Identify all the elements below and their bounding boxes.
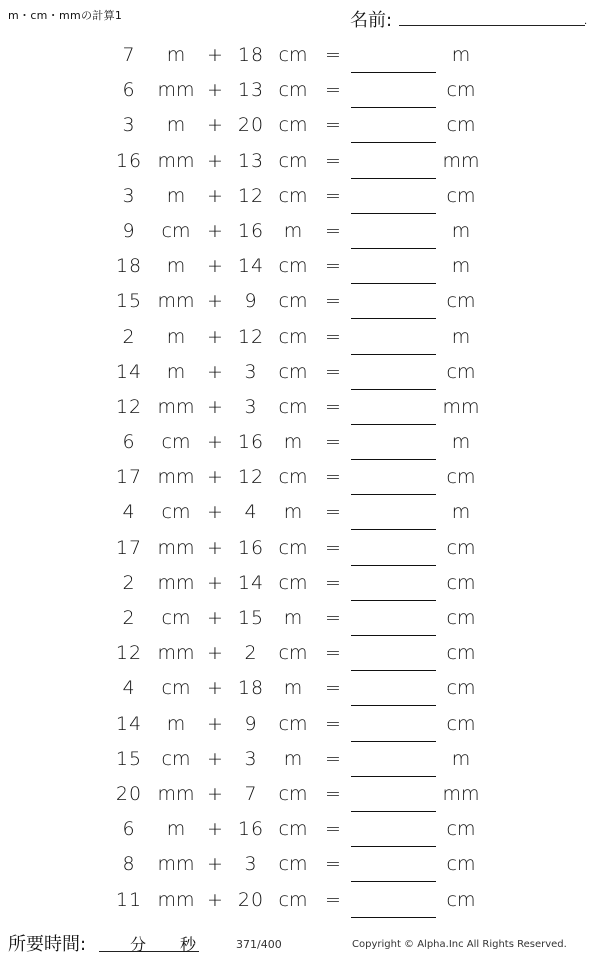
- first-number: 20: [115, 782, 143, 805]
- result-unit: mm: [442, 395, 480, 418]
- answer-blank[interactable]: [351, 846, 436, 847]
- plus-sign: +: [207, 571, 223, 594]
- first-unit: m: [166, 360, 186, 383]
- answer-blank[interactable]: [351, 494, 436, 495]
- result-unit: cm: [446, 712, 476, 735]
- result-unit: cm: [446, 360, 476, 383]
- answer-blank[interactable]: [351, 776, 436, 777]
- second-number: 4: [244, 501, 258, 524]
- problem-row: [0, 602, 600, 637]
- second-number: 15: [237, 607, 265, 629]
- second-number: 7: [244, 782, 258, 805]
- result-unit: m: [451, 219, 471, 242]
- first-unit: mm: [157, 536, 195, 559]
- problem-row: [0, 461, 600, 496]
- second-unit: cm: [278, 255, 308, 278]
- second-unit: cm: [278, 536, 308, 559]
- second-number: 20: [237, 888, 265, 911]
- first-unit: mm: [157, 149, 195, 172]
- equals-sign: =: [325, 853, 341, 876]
- result-unit: cm: [446, 888, 476, 911]
- first-number: 16: [115, 149, 143, 172]
- problem-row: [0, 250, 600, 285]
- result-unit: cm: [446, 79, 476, 102]
- seconds-label: 秒: [180, 935, 197, 954]
- name-input-line[interactable]: [399, 25, 585, 26]
- equals-sign: =: [325, 325, 341, 348]
- second-unit: m: [283, 219, 303, 242]
- problem-row: [0, 637, 600, 672]
- equals-sign: =: [325, 712, 341, 735]
- answer-blank[interactable]: [351, 213, 436, 214]
- problem-row: [0, 672, 600, 707]
- equals-sign: =: [325, 818, 341, 841]
- first-unit: cm: [161, 431, 191, 454]
- plus-sign: +: [207, 360, 223, 383]
- plus-sign: +: [207, 747, 223, 770]
- result-unit: cm: [446, 677, 476, 700]
- page-number: 371/400: [236, 938, 282, 951]
- first-unit: mm: [157, 79, 195, 102]
- second-number: 16: [237, 431, 265, 454]
- answer-blank[interactable]: [351, 248, 436, 249]
- plus-sign: +: [207, 782, 223, 805]
- second-number: 2: [244, 642, 258, 665]
- result-unit: m: [451, 431, 471, 454]
- answer-blank[interactable]: [351, 459, 436, 460]
- first-unit: cm: [161, 747, 191, 770]
- first-unit: mm: [157, 782, 195, 805]
- first-unit: cm: [161, 501, 191, 524]
- first-unit: mm: [157, 853, 195, 876]
- first-number: 14: [115, 712, 143, 735]
- equals-sign: =: [325, 360, 341, 383]
- plus-sign: +: [207, 79, 223, 102]
- first-unit: mm: [157, 290, 195, 313]
- second-unit: m: [283, 501, 303, 524]
- worksheet-title: m・cm・mmの計算1: [8, 9, 123, 22]
- equals-sign: =: [325, 501, 341, 524]
- plus-sign: +: [207, 536, 223, 559]
- equals-sign: =: [325, 79, 341, 102]
- first-unit: m: [166, 712, 186, 735]
- equals-sign: =: [325, 642, 341, 665]
- plus-sign: +: [207, 888, 223, 911]
- second-unit: cm: [278, 888, 308, 911]
- answer-blank[interactable]: [351, 354, 436, 355]
- equals-sign: =: [325, 747, 341, 770]
- answer-blank[interactable]: [351, 424, 436, 425]
- equals-sign: =: [325, 571, 341, 594]
- equals-sign: =: [325, 677, 341, 700]
- answer-blank[interactable]: [351, 705, 436, 706]
- second-unit: m: [283, 747, 303, 770]
- second-unit: m: [283, 677, 303, 700]
- first-number: 17: [115, 466, 143, 489]
- plus-sign: +: [207, 255, 223, 278]
- result-unit: mm: [442, 149, 480, 172]
- second-unit: cm: [278, 44, 308, 66]
- answer-blank[interactable]: [351, 178, 436, 179]
- second-unit: cm: [278, 466, 308, 489]
- minutes-label: 分: [130, 935, 147, 954]
- name-line-dot: .: [584, 16, 588, 27]
- plus-sign: +: [207, 395, 223, 418]
- first-number: 14: [115, 360, 143, 383]
- second-number: 13: [237, 79, 265, 102]
- second-unit: cm: [278, 79, 308, 102]
- first-unit: cm: [161, 607, 191, 629]
- second-unit: cm: [278, 571, 308, 594]
- second-number: 14: [237, 255, 265, 278]
- first-number: 7: [122, 44, 136, 66]
- second-number: 3: [244, 853, 258, 876]
- second-number: 16: [237, 536, 265, 559]
- problem-row: [0, 356, 600, 391]
- result-unit: cm: [446, 466, 476, 489]
- first-unit: cm: [161, 677, 191, 700]
- problem-row: [0, 813, 600, 848]
- first-number: 3: [122, 184, 136, 207]
- second-unit: m: [283, 431, 303, 454]
- first-unit: cm: [161, 219, 191, 242]
- first-number: 11: [115, 888, 143, 911]
- second-number: 12: [237, 325, 265, 348]
- time-taken-label: 所要時間:: [8, 934, 87, 955]
- problem-row: [0, 39, 600, 74]
- plus-sign: +: [207, 818, 223, 841]
- first-unit: m: [166, 184, 186, 207]
- problem-row: [0, 848, 600, 883]
- answer-blank[interactable]: [351, 529, 436, 530]
- equals-sign: =: [325, 290, 341, 313]
- problem-row: [0, 708, 600, 743]
- equals-sign: =: [325, 149, 341, 172]
- first-unit: m: [166, 325, 186, 348]
- second-unit: cm: [278, 149, 308, 172]
- second-number: 3: [244, 360, 258, 383]
- second-number: 20: [237, 114, 265, 137]
- first-number: 9: [122, 219, 136, 242]
- answer-blank[interactable]: [351, 389, 436, 390]
- result-unit: cm: [446, 607, 476, 629]
- first-number: 6: [122, 818, 136, 841]
- result-unit: cm: [446, 114, 476, 137]
- plus-sign: +: [207, 466, 223, 489]
- equals-sign: =: [325, 44, 341, 66]
- result-unit: cm: [446, 853, 476, 876]
- first-number: 2: [122, 607, 136, 629]
- second-unit: m: [283, 607, 303, 629]
- result-unit: m: [451, 501, 471, 524]
- first-number: 12: [115, 642, 143, 665]
- answer-blank[interactable]: [351, 600, 436, 601]
- second-number: 9: [244, 712, 258, 735]
- plus-sign: +: [207, 607, 223, 629]
- equals-sign: =: [325, 255, 341, 278]
- result-unit: cm: [446, 818, 476, 841]
- problem-row: [0, 145, 600, 180]
- plus-sign: +: [207, 677, 223, 700]
- result-unit: m: [451, 325, 471, 348]
- plus-sign: +: [207, 853, 223, 876]
- problem-row: [0, 215, 600, 250]
- answer-blank[interactable]: [351, 635, 436, 636]
- problem-row: [0, 884, 600, 919]
- equals-sign: =: [325, 536, 341, 559]
- second-number: 3: [244, 395, 258, 418]
- equals-sign: =: [325, 395, 341, 418]
- first-number: 2: [122, 325, 136, 348]
- second-unit: cm: [278, 184, 308, 207]
- name-label: 名前:: [350, 10, 393, 31]
- plus-sign: +: [207, 114, 223, 137]
- copyright-notice: Copyright © Alpha.Inc All Rights Reserved.: [352, 939, 567, 950]
- answer-blank[interactable]: [351, 107, 436, 108]
- answer-blank[interactable]: [351, 670, 436, 671]
- first-number: 15: [115, 747, 143, 770]
- second-unit: cm: [278, 395, 308, 418]
- plus-sign: +: [207, 44, 223, 66]
- second-number: 12: [237, 466, 265, 489]
- result-unit: cm: [446, 571, 476, 594]
- first-unit: mm: [157, 466, 195, 489]
- first-unit: m: [166, 44, 186, 66]
- second-number: 12: [237, 184, 265, 207]
- plus-sign: +: [207, 431, 223, 454]
- problem-row: [0, 567, 600, 602]
- first-number: 6: [122, 431, 136, 454]
- first-number: 4: [122, 677, 136, 700]
- equals-sign: =: [325, 466, 341, 489]
- first-unit: mm: [157, 395, 195, 418]
- result-unit: cm: [446, 184, 476, 207]
- answer-blank[interactable]: [351, 565, 436, 566]
- result-unit: cm: [446, 290, 476, 313]
- plus-sign: +: [207, 712, 223, 735]
- answer-blank[interactable]: [351, 283, 436, 284]
- second-unit: cm: [278, 712, 308, 735]
- second-unit: cm: [278, 290, 308, 313]
- problem-row: [0, 321, 600, 356]
- equals-sign: =: [325, 184, 341, 207]
- plus-sign: +: [207, 290, 223, 313]
- second-unit: cm: [278, 853, 308, 876]
- first-unit: mm: [157, 571, 195, 594]
- first-unit: mm: [157, 888, 195, 911]
- problem-row: [0, 496, 600, 531]
- equals-sign: =: [325, 782, 341, 805]
- result-unit: m: [451, 255, 471, 278]
- problem-row: [0, 743, 600, 778]
- first-number: 17: [115, 536, 143, 559]
- second-number: 18: [237, 44, 265, 66]
- second-unit: cm: [278, 325, 308, 348]
- result-unit: m: [451, 44, 471, 66]
- plus-sign: +: [207, 219, 223, 242]
- problem-row: [0, 74, 600, 109]
- equals-sign: =: [325, 114, 341, 137]
- first-unit: m: [166, 255, 186, 278]
- problem-row: [0, 109, 600, 144]
- first-number: 12: [115, 395, 143, 418]
- second-number: 13: [237, 149, 265, 172]
- plus-sign: +: [207, 325, 223, 348]
- second-unit: cm: [278, 782, 308, 805]
- answer-blank[interactable]: [351, 741, 436, 742]
- problem-row: [0, 532, 600, 567]
- answer-blank[interactable]: [351, 142, 436, 143]
- first-unit: mm: [157, 642, 195, 665]
- equals-sign: =: [325, 219, 341, 242]
- second-unit: cm: [278, 360, 308, 383]
- first-number: 4: [122, 501, 136, 524]
- equals-sign: =: [325, 607, 341, 629]
- equals-sign: =: [325, 431, 341, 454]
- problem-list: [0, 39, 600, 919]
- problem-row: [0, 778, 600, 813]
- result-unit: cm: [446, 642, 476, 665]
- equals-sign: =: [325, 888, 341, 911]
- second-unit: cm: [278, 642, 308, 665]
- second-unit: cm: [278, 114, 308, 137]
- first-number: 15: [115, 290, 143, 313]
- first-number: 3: [122, 114, 136, 137]
- result-unit: m: [451, 747, 471, 770]
- second-unit: cm: [278, 818, 308, 841]
- problem-row: [0, 391, 600, 426]
- first-unit: m: [166, 818, 186, 841]
- second-number: 9: [244, 290, 258, 313]
- second-number: 16: [237, 219, 265, 242]
- second-number: 3: [244, 747, 258, 770]
- second-number: 14: [237, 571, 265, 594]
- answer-blank[interactable]: [351, 72, 436, 73]
- first-number: 2: [122, 571, 136, 594]
- problem-row: [0, 426, 600, 461]
- problem-row: [0, 180, 600, 215]
- answer-blank[interactable]: [351, 881, 436, 882]
- plus-sign: +: [207, 501, 223, 524]
- problem-row: [0, 285, 600, 320]
- first-number: 6: [122, 79, 136, 102]
- first-number: 8: [122, 853, 136, 876]
- result-unit: cm: [446, 536, 476, 559]
- answer-blank[interactable]: [351, 917, 436, 918]
- plus-sign: +: [207, 642, 223, 665]
- second-number: 18: [237, 677, 265, 700]
- answer-blank[interactable]: [351, 318, 436, 319]
- plus-sign: +: [207, 184, 223, 207]
- answer-blank[interactable]: [351, 811, 436, 812]
- first-number: 18: [115, 255, 143, 278]
- result-unit: mm: [442, 782, 480, 805]
- plus-sign: +: [207, 149, 223, 172]
- first-unit: m: [166, 114, 186, 137]
- second-number: 16: [237, 818, 265, 841]
